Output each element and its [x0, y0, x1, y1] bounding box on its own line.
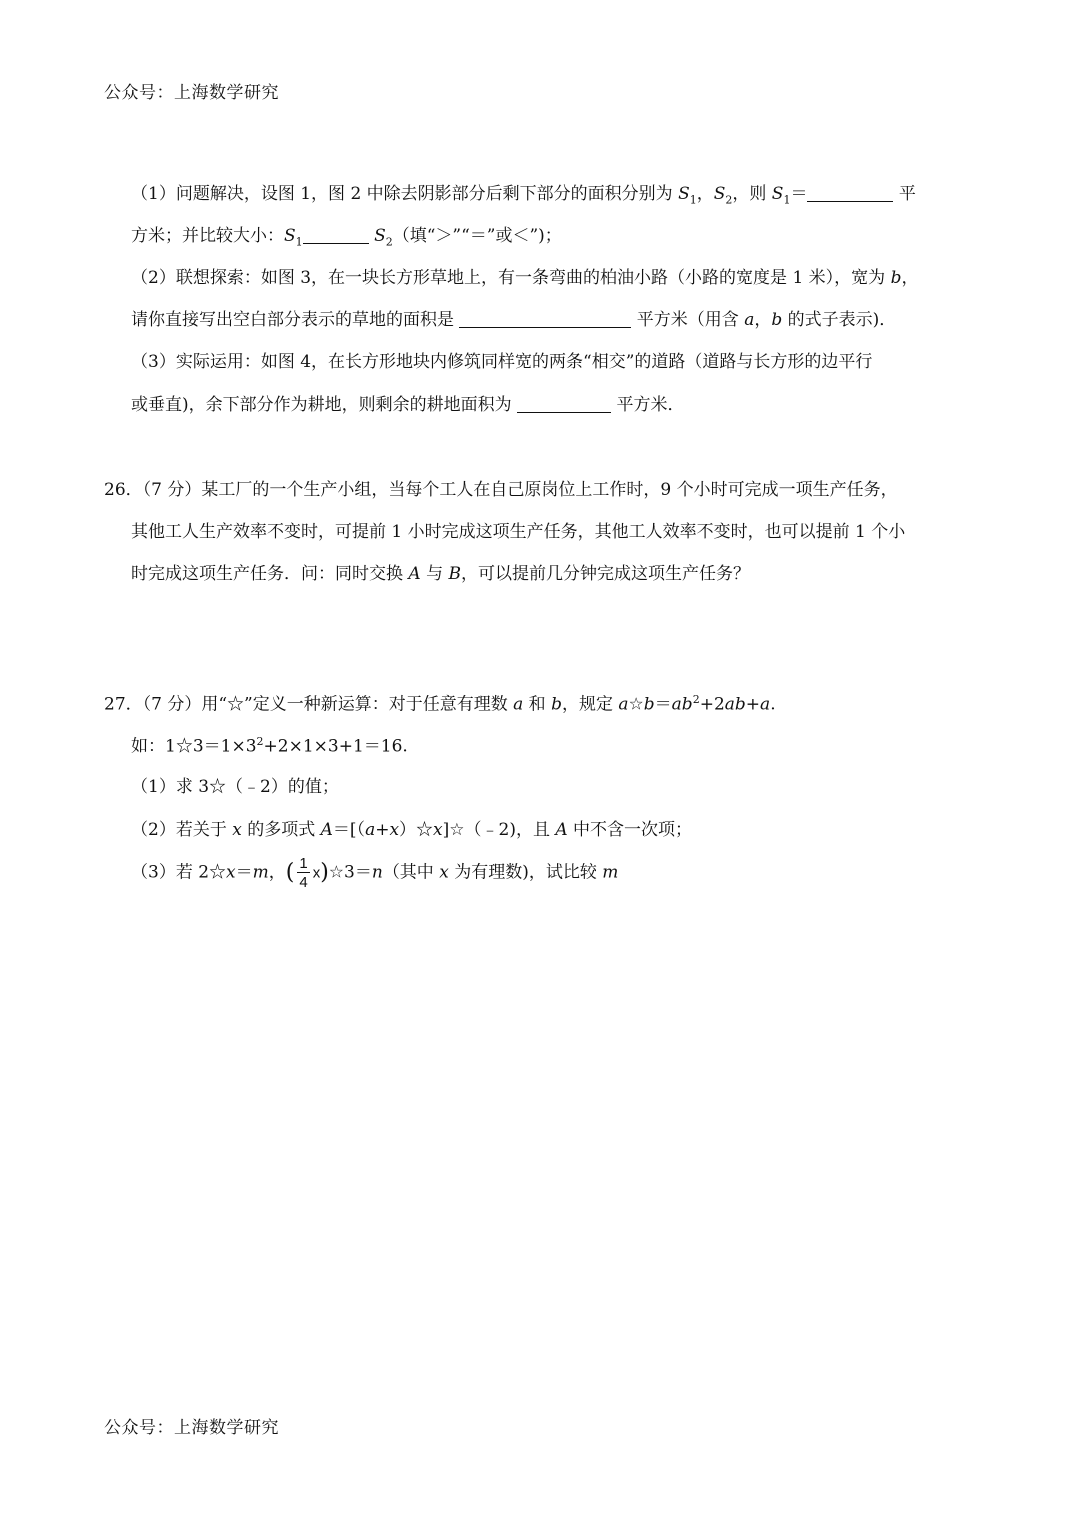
page-footer: 公众号：上海数学研究	[104, 1418, 279, 1438]
q25-part2-line1: （2）联想探索：如图 3，在一块长方形草地上，有一条弯曲的柏油小路（小路的宽度是 1 米），宽为 b，	[131, 268, 919, 288]
q25-part3-line1: （3）实际运用：如图 4，在长方形地块内修筑同样宽的两条“相交”的道路（道路与长方形的边平行	[131, 352, 873, 372]
q25-part1-line2: 方米；并比较大小：$S_1$ $S_2$（填“＞”“＝”或＜”)；	[131, 226, 562, 249]
q27-intro: 27．（7 分）用“☆”定义一种新运算：对于任意有理数 a 和 b，规定 $a☆b=ab^2+2ab+a$.	[104, 693, 776, 715]
q27-sub1: （1）求 3☆（﹣2）的值；	[131, 777, 339, 797]
q27-example: 如：$1☆3=1\times 3^2+2\times 1\times 3+1=16$.	[131, 735, 408, 757]
fraction-one-quarter: $\frac{1}{4}$	[299, 855, 308, 891]
q26-line2: 其他工人生产效率不变时，可提前 1 小时完成这项生产任务，其他工人效率不变时，也可以提前 1 个小	[131, 522, 906, 542]
answer-blank-compare[interactable]	[303, 227, 369, 244]
q25-part1-line1: （1）问题解决，设图 1，图 2 中除去阴影部分后剩下部分的面积分别为 $S_1$，$S_2$，则 $S_1=$ 平	[131, 184, 916, 207]
q27-sub3: （3）若 2☆x＝m，( $\frac{1}{4}$ x)☆3＝n（其中 x 为有理数)，试比较 m	[131, 855, 619, 891]
q25-part2-line2: 请你直接写出空白部分表示的草地的面积是 平方米（用含 a，b 的式子表示)．	[131, 310, 897, 330]
q26-line1: 26．（7 分）某工厂的一个生产小组，当每个工人在自己原岗位上工作时，9 个小时可完成一项生产任务，	[104, 480, 898, 500]
q25-part3-line2: 或垂直)，余下部分作为耕地，则剩余的耕地面积为 平方米．	[131, 395, 685, 415]
q27-sub2: （2）若关于 x 的多项式 A＝[（a+x）☆x]☆（﹣2)，且 A 中不含一次项；	[131, 820, 693, 840]
answer-blank-s1[interactable]	[807, 185, 893, 202]
q26-line3: 时完成这项生产任务．问：同时交换 A 与 B，可以提前几分钟完成这项生产任务？	[131, 564, 750, 584]
answer-blank-farmland[interactable]	[517, 396, 611, 413]
page-header: 公众号：上海数学研究	[104, 83, 279, 103]
answer-blank-grass-area[interactable]	[459, 311, 631, 328]
